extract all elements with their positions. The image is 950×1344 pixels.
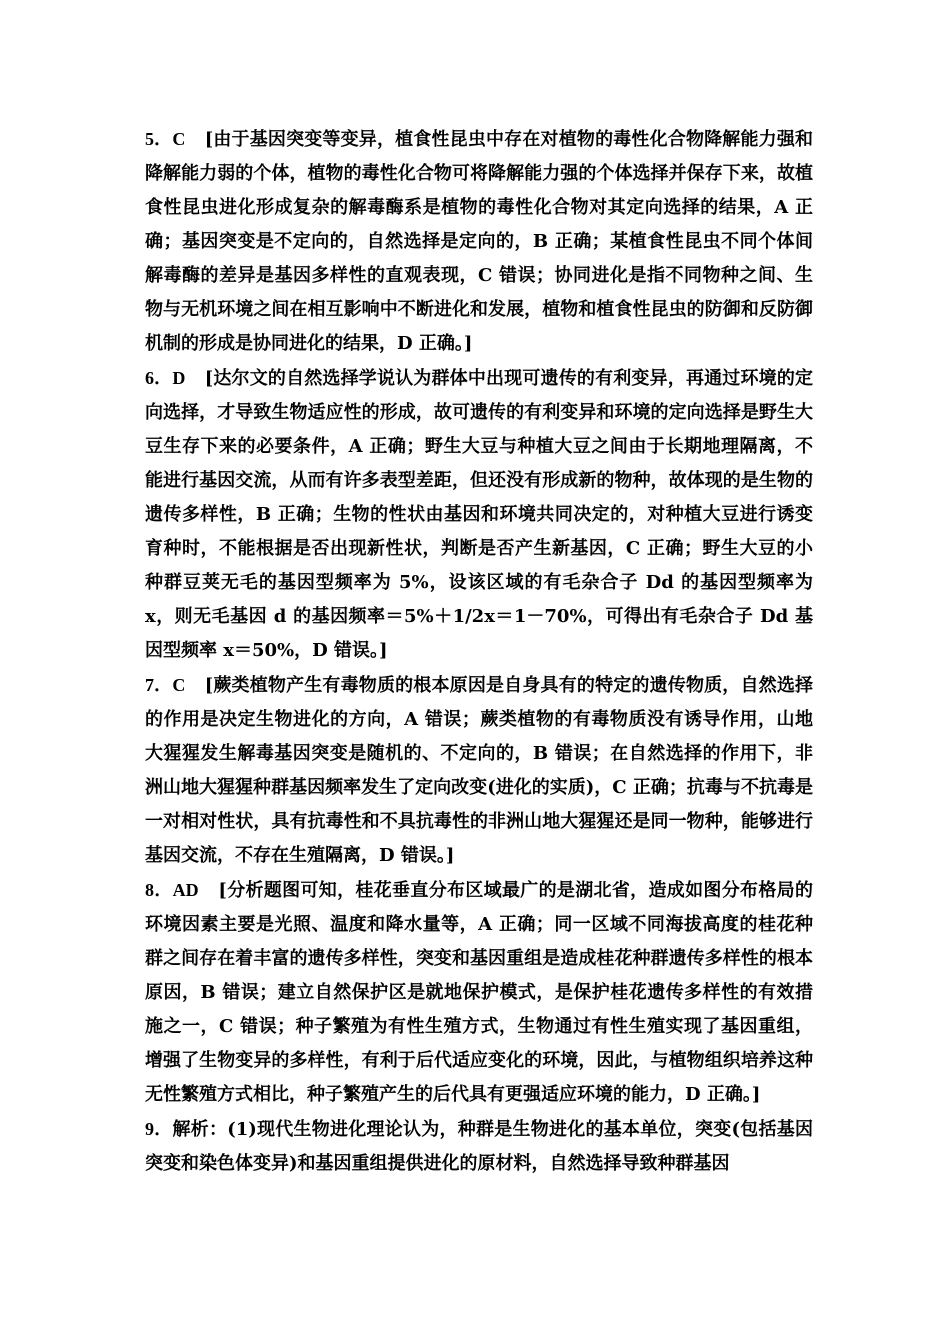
answer-document xyxy=(145,122,813,1181)
answer-item-9 xyxy=(145,1112,813,1181)
answer-explanation: [由于基因突变等变异，植食性昆虫中存在对植物的毒性化合物降解能力强和降解能力弱的个体，植物的毒性化合物可将降解能力强的个体选择并保存下来，故植食性昆虫进化形成复杂的解毒酶系是植物的毒性化合物对其定向选择的结果，A 正确；基因突变是不定向的，自然选择是定向的，B 正确；某植食性昆虫不同个体间解毒酶的差异是基因多样性的直观表现，C 错误；协同进化是指不同物种之间、生物与无机环境之间在相互影响中不断进化和发展，植物和植食性昆虫的防御和反防御机制的形成是协同进化的结果，D 正确。] xyxy=(145,129,813,354)
answer-explanation: [达尔文的自然选择学说认为群体中出现可遗传的有利变异，再通过环境的定向选择，才导致生物适应性的形成，故可遗传的有利变异和环境的定向选择是野生大豆生存下来的必要条件，A 正确；野生大豆与种植大豆之间由于长期地理隔离，不能进行基因交流，从而有许多表型差距，但还没有形成新的物种，故体现的是生物的遗传多样性，B 正确；生物的性状由基因和环境共同决定的，对种植大豆进行诱变育种时，不能根据是否出现新性状，判断是否产生新基因，C 正确；野生大豆的小种群豆荚无毛的基因型频率为 5%，设该区域的有毛杂合子 Dd 的基因型频率为 x，则无毛基因 d 的基因频率＝5%＋1/2x＝1－70%，可得出有毛杂合子 Dd 基因型频率 x＝50%，D 错误。] xyxy=(145,368,813,661)
answer-label: 5．C xyxy=(145,129,186,149)
answer-explanation: [蕨类植物产生有毒物质的根本原因是自身具有的特定的遗传物质，自然选择的作用是决定生物进化的方向，A 错误；蕨类植物的有毒物质没有诱导作用，山地大猩猩发生解毒基因突变是随机的、不定向的，B 错误；在自然选择的作用下，非洲山地大猩猩种群基因频率发生了定向改变(进化的实质)，C 正确；抗毒与不抗毒是一对相对性状，具有抗毒性和不具抗毒性的非洲山地大猩猩还是同一物种，能够进行基因交流，不存在生殖隔离，D 错误。] xyxy=(145,675,813,866)
answer-item-7 xyxy=(145,668,813,873)
answer-item-5 xyxy=(145,122,813,361)
answer-label: 7．C xyxy=(145,675,186,695)
answer-label: 6．D xyxy=(145,368,186,388)
answer-label: 9．解析： xyxy=(145,1119,228,1139)
answer-item-6 xyxy=(145,361,813,668)
answer-explanation: [分析题图可知，桂花垂直分布区域最广的是湖北省，造成如图分布格局的环境因素主要是光照、温度和降水量等，A 正确；同一区域不同海拔高度的桂花种群之间存在着丰富的遗传多样性，突变和基因重组是造成桂花种群遗传多样性的根本原因，B 错误；建立自然保护区是就地保护模式，是保护桂花遗传多样性的有效措施之一，C 错误；种子繁殖为有性生殖方式，生物通过有性生殖实现了基因重组，增强了生物变异的多样性，有利于后代适应变化的环境，因此，与植物组织培养这种无性繁殖方式相比，种子繁殖产生的后代具有更强适应环境的能力，D 正确。] xyxy=(145,880,813,1105)
answer-item-8 xyxy=(145,873,813,1112)
answer-label: 8．AD xyxy=(145,880,199,900)
answer-explanation: (1)现代生物进化理论认为，种群是生物进化的基本单位，突变(包括基因突变和染色体变异)和基因重组提供进化的原材料，自然选择导致种群基因 xyxy=(145,1119,814,1174)
